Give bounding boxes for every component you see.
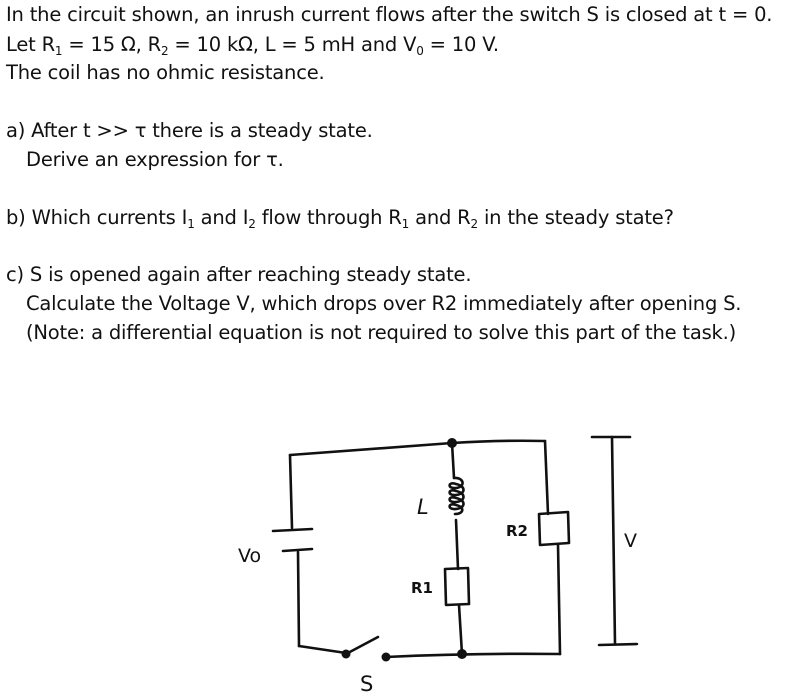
switch-contact-right [382, 653, 391, 662]
right-branch-top-wire [545, 441, 548, 514]
right-branch-bottom-wire [558, 545, 560, 654]
question-c-line-1: c) S is opened again after reaching steady state. [6, 263, 472, 286]
r2-label: R2 [506, 522, 528, 540]
junction-dot-top [447, 438, 457, 448]
subscript: 2 [248, 217, 256, 231]
r1-label: R1 [411, 579, 433, 597]
param-part: = 10 V. [423, 33, 499, 56]
subscript: 1 [54, 44, 63, 58]
bottom-left-wire [299, 646, 346, 653]
subscript: 2 [470, 217, 478, 231]
question-c-line-3: (Note: a differential equation is not required to solve this part of the task.) [26, 321, 737, 344]
battery-short-plate [283, 549, 312, 551]
question-c-line-2: Calculate the Voltage V, which drops over R2 immediately after opening S. [26, 292, 742, 315]
top-wire [290, 441, 545, 455]
left-wire [290, 455, 292, 528]
middle-branch-top-wire [452, 443, 454, 478]
question-b-part: and I [194, 206, 249, 229]
question-a-line-1: a) After t >> τ there is a steady state. [6, 119, 373, 142]
param-part: = 15 Ω, R [62, 33, 161, 56]
question-b-part: in the steady state? [477, 206, 674, 229]
inductor-label: L [417, 495, 429, 519]
question-b-part: flow through R [255, 206, 402, 229]
subscript: 1 [187, 217, 195, 231]
source-label: Vo [238, 545, 262, 567]
subscript: 0 [416, 44, 424, 58]
middle-branch-mid-wire [456, 520, 458, 569]
param-part: = 10 kΩ, L = 5 mH and V [168, 33, 417, 56]
junction-dot-bottom [457, 649, 467, 659]
param-part: Let R [6, 33, 55, 56]
switch-lever [346, 637, 378, 654]
question-b-part: b) Which currents I [6, 206, 188, 229]
switch-contact-left [342, 650, 351, 659]
question-b-part: and R [409, 206, 471, 229]
battery-long-plate [273, 529, 312, 531]
voltage-line [612, 437, 615, 644]
intro-line-1: In the circuit shown, an inrush current flows after the switch S is closed at t = 0. [6, 3, 773, 26]
subscript: 2 [160, 44, 169, 58]
voltage-label: V [624, 530, 637, 552]
question-a-line-2: Derive an expression for τ. [26, 148, 284, 171]
intro-line-3: The coil has no ohmic resistance. [6, 61, 325, 84]
left-lower-wire [298, 552, 299, 646]
subscript: 1 [401, 217, 410, 231]
r2-resistor [539, 512, 569, 545]
bottom-right-wire [386, 654, 560, 657]
r1-resistor [445, 568, 469, 605]
voltage-bottom-bar [599, 644, 637, 645]
middle-branch-bottom-wire [459, 605, 462, 654]
inductor-coil [450, 478, 464, 514]
switch-label: S [360, 672, 374, 696]
